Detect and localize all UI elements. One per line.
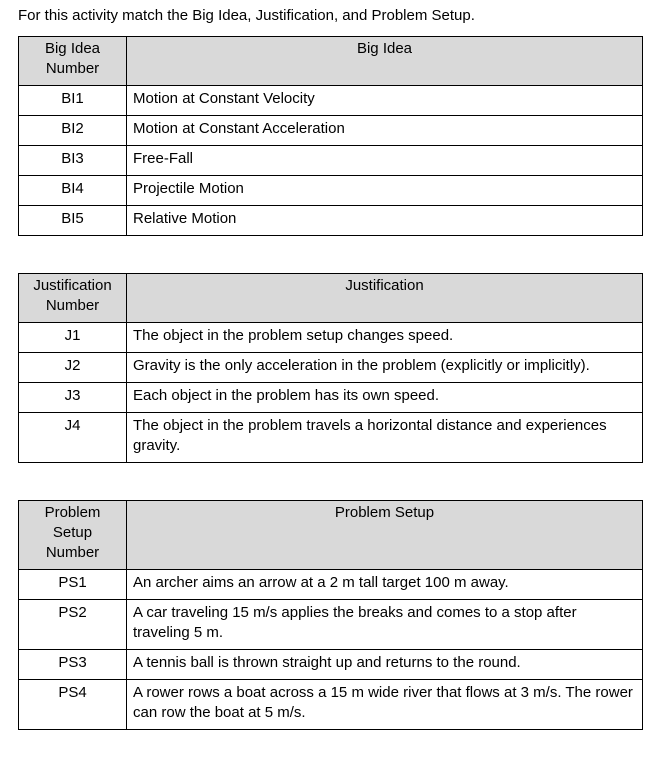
big-idea-text: Motion at Constant Acceleration bbox=[127, 116, 643, 146]
problem-setup-text: A car traveling 15 m/s applies the breaks and comes to a stop after traveling 5 m. bbox=[127, 600, 643, 650]
table-row bbox=[19, 383, 643, 413]
problem-setup-number-header: Problem Setup Number bbox=[19, 501, 127, 570]
problem-setup-header: Problem Setup bbox=[127, 501, 643, 570]
big-idea-number: BI2 bbox=[19, 116, 127, 146]
table-row bbox=[19, 86, 643, 116]
table-row bbox=[19, 570, 643, 600]
justification-text: Each object in the problem has its own speed. bbox=[127, 383, 643, 413]
table-row bbox=[19, 323, 643, 353]
justification-text: The object in the problem travels a horizontal distance and experiences gravity. bbox=[127, 413, 643, 463]
justification-number-header: Justification Number bbox=[19, 274, 127, 323]
justification-number: J1 bbox=[19, 323, 127, 353]
big-idea-text: Free-Fall bbox=[127, 146, 643, 176]
big-idea-text: Relative Motion bbox=[127, 206, 643, 236]
problem-setup-text: A rower rows a boat across a 15 m wide river that flows at 3 m/s. The rower can row the boat at 5 m/s. bbox=[127, 680, 643, 730]
table-header-row bbox=[19, 501, 643, 570]
justification-text: The object in the problem setup changes speed. bbox=[127, 323, 643, 353]
big-idea-number: BI5 bbox=[19, 206, 127, 236]
table-row bbox=[19, 206, 643, 236]
big-idea-text: Projectile Motion bbox=[127, 176, 643, 206]
table-row bbox=[19, 680, 643, 730]
justification-number: J3 bbox=[19, 383, 127, 413]
justification-table bbox=[18, 273, 643, 463]
big-idea-number: BI1 bbox=[19, 86, 127, 116]
table-row bbox=[19, 176, 643, 206]
problem-setup-number: PS4 bbox=[19, 680, 127, 730]
table-header-row bbox=[19, 274, 643, 323]
big-idea-number-header: Big Idea Number bbox=[19, 37, 127, 86]
big-idea-number: BI3 bbox=[19, 146, 127, 176]
problem-setup-table bbox=[18, 500, 643, 730]
justification-text: Gravity is the only acceleration in the problem (explicitly or implicitly). bbox=[127, 353, 643, 383]
problem-setup-text: A tennis ball is thrown straight up and returns to the round. bbox=[127, 650, 643, 680]
table-row bbox=[19, 116, 643, 146]
problem-setup-number: PS1 bbox=[19, 570, 127, 600]
big-idea-text: Motion at Constant Velocity bbox=[127, 86, 643, 116]
table-row bbox=[19, 650, 643, 680]
justification-number: J2 bbox=[19, 353, 127, 383]
problem-setup-number: PS2 bbox=[19, 600, 127, 650]
big-idea-table bbox=[18, 36, 643, 236]
justification-header: Justification bbox=[127, 274, 643, 323]
table-row bbox=[19, 146, 643, 176]
table-row bbox=[19, 413, 643, 463]
problem-setup-text: An archer aims an arrow at a 2 m tall target 100 m away. bbox=[127, 570, 643, 600]
problem-setup-number: PS3 bbox=[19, 650, 127, 680]
table-row bbox=[19, 600, 643, 650]
instructions-text: For this activity match the Big Idea, Justification, and Problem Setup. bbox=[18, 7, 475, 24]
big-idea-header: Big Idea bbox=[127, 37, 643, 86]
big-idea-number: BI4 bbox=[19, 176, 127, 206]
table-row bbox=[19, 353, 643, 383]
justification-number: J4 bbox=[19, 413, 127, 463]
table-header-row bbox=[19, 37, 643, 86]
